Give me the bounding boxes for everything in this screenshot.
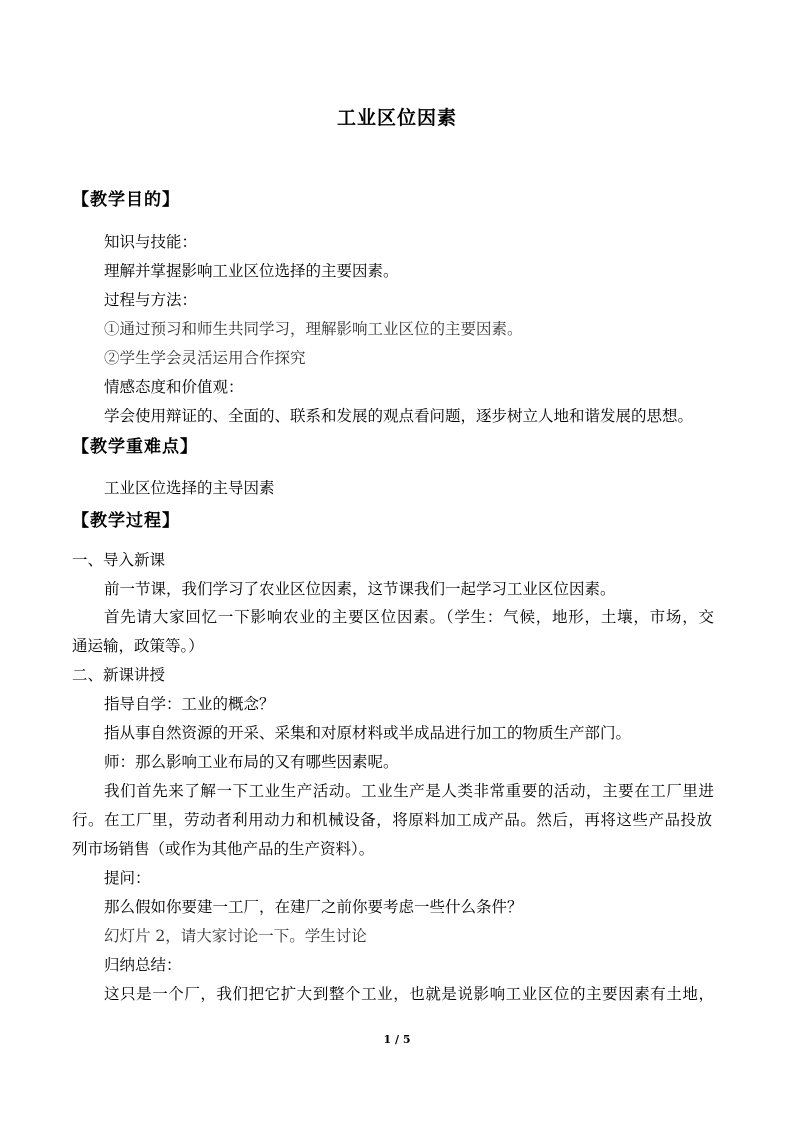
paragraph-line: 行。在工厂里，劳动者利用动力和机械设备，将原料加工成产品。然后，再将这些产品投放 (72, 811, 712, 829)
paragraph-line: 情感态度和价值观： (104, 378, 244, 396)
paragraph-line: 指导自学：工业的概念？ (104, 695, 275, 713)
paragraph-line: 指从事自然资源的开采、采集和对原材料或半成品进行加工的物质生产部门。 (104, 724, 632, 742)
paragraph-line: 过程与方法： (104, 291, 198, 309)
paragraph-line: 前一节课，我们学习了农业区位因素，这节课我们一起学习工业区位因素。 (104, 580, 616, 598)
paragraph-line: 首先请大家回忆一下影响农业的主要区位因素。（学生：气候，地形，土壤，市场，交 (104, 608, 714, 626)
section-heading-process: 【教学过程】 (72, 511, 180, 531)
paragraph-line: 列市场销售（或作为其他产品的生产资料）。 (72, 840, 375, 858)
paragraph-line: 知识与技能： (104, 233, 198, 251)
paragraph-line: 这只是一个厂，我们把它扩大到整个工业，也就是说影响工业区位的主要因素有土地， (104, 985, 714, 1003)
paragraph-line: 那么假如你要建一工厂，在建厂之前你要考虑一些什么条件？ (104, 898, 523, 916)
paragraph-line: 理解并掌握影响工业区位选择的主要因素。 (104, 262, 399, 280)
paragraph-line: 我们首先来了解一下工业生产活动。工业生产是人类非常重要的活动，主要在工厂里进 (104, 782, 714, 800)
subsection-heading: 二、新课讲授 (72, 666, 166, 684)
paragraph-line: 提问： (104, 869, 151, 887)
paragraph-line: 归纳总结： (104, 956, 182, 974)
page-number: 1 / 5 (383, 1033, 411, 1046)
page-title: 工业区位因素 (336, 107, 457, 129)
section-heading-objectives: 【教学目的】 (72, 190, 180, 210)
subsection-heading: 一、导入新课 (72, 551, 166, 569)
paragraph-line: ②学生学会灵活运用合作探究 (104, 349, 306, 367)
paragraph-line: 通运输，政策等。） (72, 637, 204, 655)
paragraph-line: 幻灯片 2，请大家讨论一下。学生讨论 (104, 927, 367, 945)
paragraph-line: 工业区位选择的主导因素 (104, 479, 275, 497)
paragraph-line: ①通过预习和师生共同学习，理解影响工业区位的主要因素。 (104, 320, 523, 338)
paragraph-line: 学会使用辩证的、全面的、联系和发展的观点看问题，逐步树立人地和谐发展的思想。 (104, 407, 694, 425)
paragraph-line: 师：那么影响工业布局的又有哪些因素呢。 (104, 753, 399, 771)
section-heading-key-points: 【教学重难点】 (72, 437, 198, 457)
